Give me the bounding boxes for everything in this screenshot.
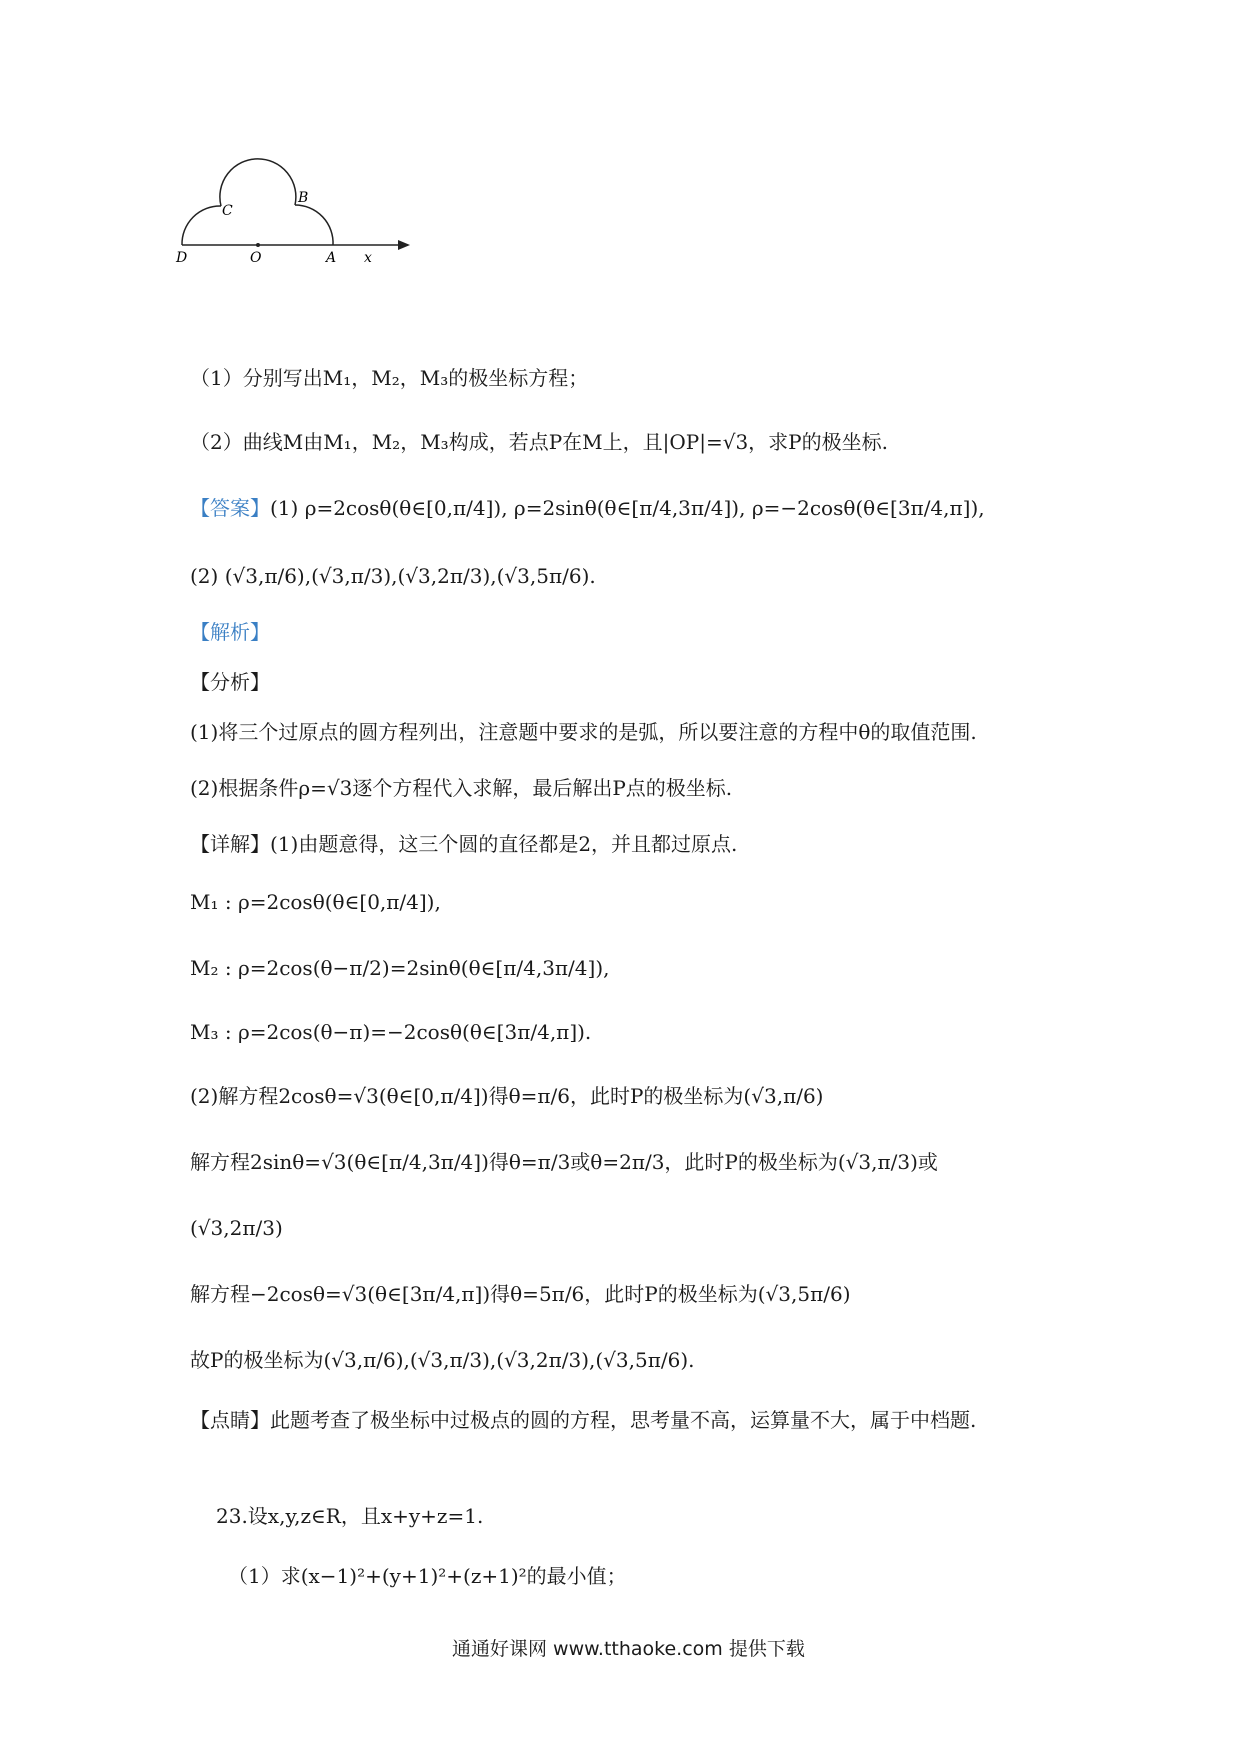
answer-tag: 【答案】 [190,496,270,520]
question-23-part-1: （1）求(x−1)²+(y+1)²+(z+1)²的最小值； [228,1564,627,1588]
solve-step-2-continued: (√3,2π/3) [190,1216,283,1240]
fenxi-line-2: (2)根据条件ρ=√3逐个方程代入求解，最后解出P点的极坐标. [190,776,733,800]
question-part-1: （1）分别写出M₁，M₂，M₃的极坐标方程； [190,366,589,390]
xiangjie-intro [190,834,737,854]
xiangjie-intro-text: (1)由题意得，这三个圆的直径都是2，并且都过原点. [270,832,738,856]
x-axis-arrow [398,240,410,250]
origin-dot [256,243,260,247]
solve-step-3: 解方程−2cosθ=√3(θ∈[3π/4,π])得θ=5π/6，此时P的极坐标为(√3,5π/6) [190,1282,851,1306]
m3-equation: M₃ : ρ=2cos(θ−π)=−2cosθ(θ∈[3π/4,π]). [190,1020,592,1044]
final-result: 故P的极坐标为(√3,π/6),(√3,π/3),(√3,2π/3),(√3,5π/6). [190,1348,695,1372]
fenxi-tag: 【分析】 [190,670,270,694]
curve-figure [176,160,420,270]
m2-equation: M₂ : ρ=2cos(θ−π/2)=2sinθ(θ∈[π/4,3π/4]), [190,956,610,980]
label-a: A [326,250,337,266]
page-footer: 通通好课网 www.tthaoke.com 提供下载 [452,1638,805,1660]
label-o: O [250,250,262,266]
question-23-stem: 23.设x,y,z∈R，且x+y+z=1. [216,1504,484,1528]
question-part-2: （2）曲线M由M₁，M₂，M₃构成，若点P在M上，且|OP|=√3，求P的极坐标. [190,430,888,454]
solve-step-2: 解方程2sinθ=√3(θ∈[π/4,3π/4])得θ=π/3或θ=2π/3，此时P的极坐标为(√3,π/3)或 [190,1150,938,1174]
answer-line-1 [190,498,985,518]
fenxi-line-1: (1)将三个过原点的圆方程列出，注意题中要求的是弧，所以要注意的方程中θ的取值范围. [190,720,977,744]
label-b: B [298,190,309,206]
label-c: C [222,203,233,219]
m1-equation: M₁ : ρ=2cosθ(θ∈[0,π/4]), [190,890,441,914]
label-d: D [176,250,188,266]
dianjing-line [190,1410,976,1430]
arc-m2 [220,159,296,206]
arc-m3 [295,205,333,245]
xiangjie-tag: 【详解】 [190,832,270,856]
dianjing-text: 此题考查了极坐标中过极点的圆的方程，思考量不高，运算量不大，属于中档题. [270,1408,977,1432]
label-x: x [364,250,372,266]
solve-step-1: (2)解方程2cosθ=√3(θ∈[0,π/4])得θ=π/6，此时P的极坐标为(√3,π/6) [190,1084,824,1108]
answer-part-2: (2) (√3,π/6),(√3,π/3),(√3,2π/3),(√3,5π/6). [190,564,596,588]
arc-m1 [182,206,221,245]
answer-part-1: (1) ρ=2cosθ(θ∈[0,π/4]), ρ=2sinθ(θ∈[π/4,3π/4]), ρ=−2cosθ(θ∈[3π/4,π]), [270,496,985,520]
dianjing-tag: 【点睛】 [190,1408,270,1432]
jiexi-tag: 【解析】 [190,620,270,644]
